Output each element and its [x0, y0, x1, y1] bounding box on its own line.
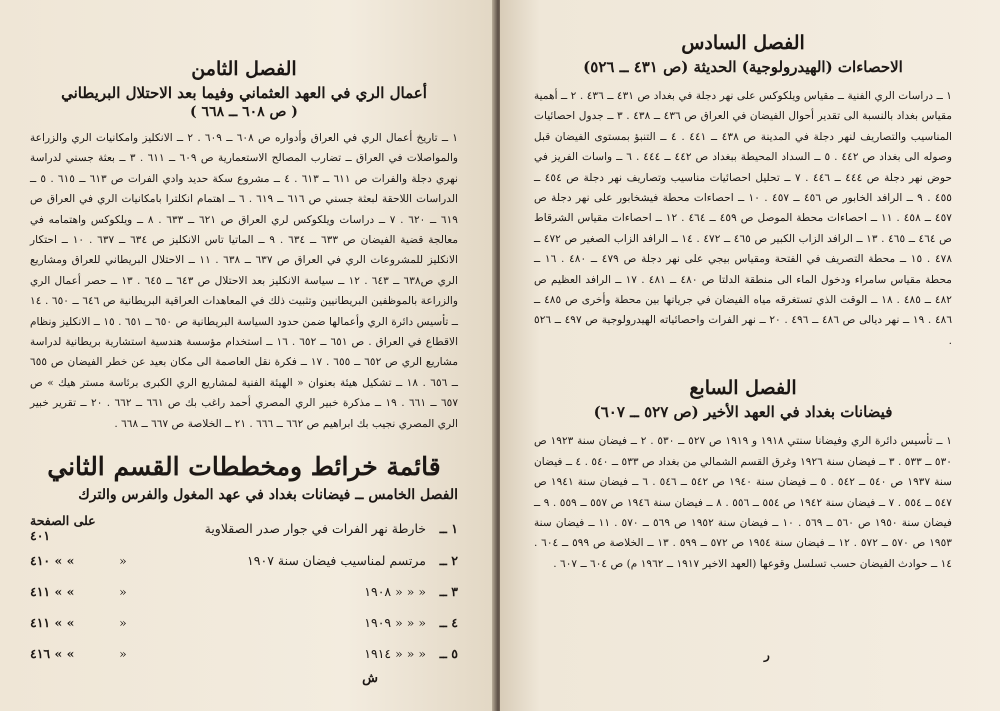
left-page — [0, 0, 496, 711]
page-signature-letter: ش — [362, 671, 378, 687]
chapter-8-page-range: ( ص ٦٠٨ ــ ٦٦٨ ) — [190, 104, 298, 120]
map-ditto — [108, 511, 138, 545]
map-page: ٤١٦ « « — [30, 646, 75, 662]
map-ditto: « — [119, 646, 127, 662]
map-title: مرتسم لمناسيب فيضان سنة ١٩٠٧ — [247, 553, 426, 569]
map-ditto: « — [119, 553, 127, 569]
map-page: ٤١٠ « « — [30, 553, 75, 569]
chapter-6-subtitle: الاحصاءات (الهيدرولوجية) الحديثة (ص ٤٣١ ــ ٥٢٦) — [583, 58, 903, 76]
chapter-6-title: الفصل السادس — [681, 32, 805, 54]
chapter-7-subtitle: فيضانات بغداد في العهد الأخير (ص ٥٢٧ ــ ٦٠٧) — [593, 403, 893, 422]
table-row — [30, 545, 458, 576]
chapter-6-contents: ١ ــ دراسات الري الفنية ــ مقياس ويلكوكس على نهر دجلة في بغداد ص ٤٣١ ــ ٤٣٦ . ٢ ــ أهمية مقياس بغداد بالنسبة الى تقدير أحوال الفيضان في العراق ص ٤٣٦ ــ ٤٣٨ . ٣ ــ جدول احصائيات المناسيب والتصاريف لنهر دجلة في المدينة ص ٤٣٨ ــ ٤٤١ . ٤ ــ التنبؤ بمستوى الفيضان قبل وصوله الى بغداد ص ٤٤٢ . ٥ ــ السداد المحيطة ببغداد ص ٤٤٢ ــ ٤٤٤ . ٦ ــ واسات الفريز في حوض نهر دجلة ص ٤٤٤ ــ ٤٤٦ . ٧ ــ تحليل احصائيات مناسيب وتصاريف نهر دجلة ص ٤٥٤ ــ ٤٥٥ . ٩ ــ الرافد الخابور ص ٤٥٦ ــ ٤٥٧ . ١٠ ــ احصاءات محطة فيشخابور على نهر دجلة ص ٤٥٧ ــ ٤٥٨ . ١١ ــ احصاءات محطة الموصل ص ٤٥٩ ــ ٤٦٤ . ١٢ ــ احصاءات مقياس الشرقاط ص ٤٦٤ ــ ٤٦٥ . ١٣ ــ الرافد الزاب الكبير ص ٤٦٥ ــ ٤٧٢ . ١٤ ــ الرافد الزاب الصغير ص ٤٧٢ ــ ٤٧٨ . ١٥ ــ محطة التصريف في الفتحة ومقياس بيجي على نهر دجلة ص ٤٧٩ ــ ٤٨٠ . ١٦ ــ محطة مقياس سامراء ودخول الماء الى منطقة الدلتا ص ٤٨٠ ــ ٤٨١ . ١٧ ــ الرافد العظيم ص ٤٨٢ ــ ٤٨٥ . ١٨ ــ الوقت الذي تستغرقه مياه الفيضان في جريانها بين محطة وأخرى ص ٤٨٥ ــ ٤٨٦ . ١٩ ــ نهر ديالى ص ٤٨٦ ــ ٤٩٦ . ٢٠ ــ نهر الفرات واحصائياته الهيدرولوجية ص ٤٩٧ ــ ٥٢٦ . — [534, 90, 953, 347]
page-signature-letter: ر — [764, 648, 770, 662]
chapter-8-subtitle: أعمال الري في العهد العثماني وفيما بعد الاحتلال البريطاني — [61, 84, 427, 102]
map-page: ٤١١ « « — [30, 584, 75, 600]
chapter-7-title: الفصل السابع — [689, 377, 797, 400]
map-title: « « « ١٩٠٨ — [364, 584, 426, 600]
maps-list-title: قائمة خرائط ومخططات القسم الثاني — [47, 452, 441, 482]
chapter-8-title: الفصل الثامن — [191, 58, 297, 80]
map-number: ٣ ــ — [439, 584, 458, 600]
map-title: « « « ١٩٠٩ — [364, 615, 426, 631]
maps-table — [30, 511, 458, 669]
map-number: ٢ ــ — [439, 553, 458, 569]
map-title: « « « ١٩١٤ — [364, 646, 426, 662]
chapter-8-contents: ١ ــ تاريخ أعمال الري في العراق وأدواره ص ٦٠٨ ــ ٦٠٩ . ٢ ــ الانكليز وامكانيات الري والزراعة والمواصلات في العراق ــ تضارب المصالح الاستعمارية ص ٦٠٩ ــ ٦١١ . ٣ ــ بعثة جسني لدراسة نهري دجلة والفرات ص ٦١١ ــ ٦١٣ . ٤ ــ مشروع سكة حديد وادي الفرات ص ٦١٣ ــ ٦١٥ . ٥ ــ الدراسات اللاحقة لبعثة جسني ص ٦١٦ ــ ٦١٩ . ٦ ــ اهتمام انكلترا بامكانيات الري في العراق ص ٦١٩ ــ ٦٢٠ . ٧ ــ دراسات ويلكوكس لري العراق ص ٦٢١ ــ ٦٣٣ . ٨ ــ ويلكوكس واهتمامه في معالجة قضية الفيضان ص ٦٣٣ ــ ٦٣٤ . ٩ ــ الماتيا تاس الانكليز ص ٦٣٤ ــ ٦٣٧ . ١٠ ــ احتكار الانكليز للمشروعات الري في العراق ص ٦٣٧ ــ ٦٣٨ . ١١ ــ الاحتلال البريطاني للعراق ومشاريع الري ص٦٣٨ ــ ٦٤٣ . ١٢ ــ سياسة الانكليز بعد الاحتلال ص ٦٤٣ ــ ٦٤٥ . ١٣ ــ حصر أعمال الري والزراعة بالموظفين البريطانيين وتثبيت ذلك في المعاهدات العراقية البريطانية ص ٦٤٦ ــ ٦٥٠ . ١٤ ــ تأسيس دائرة الري وأعمالها ضمن حدود السياسة البريطانية ص ٦٥٠ ــ ٦٥١ . ١٥ ــ الانكليز ونظام الاقطاع في العراق . ص ٦٥١ ــ ٦٥٢ . ١٦ ــ استخدام مؤسسة هندسية استشارية بريطانية لدراسة مشاريع الري ص ٦٥٢ ــ ٦٥٥ . ١٧ ــ فكرة نقل العاصمة الى مكان بعيد عن خطر الفيضان ص ٦٥٥ ــ ٦٥٦ . ١٨ ــ تشكيل هيئة بعنوان « الهيئة الفنية لمشاريع الري الكبرى برئاسة مستر هيك » ص ٦٥٧ ــ ٦٦١ . ١٩ ــ مذكرة خبير الري المصري أحمد راغب بك ص ٦٦١ ــ ٦٦٢ . ٢٠ ــ تقرير خبير الري المصري نجيب بك ابراهيم ص ٦٦٢ ــ ٦٦٦ . ٢١ ــ الخلاصة ص ٦٦٧ ــ ٦٦٨ . — [30, 132, 459, 430]
map-number: ١ ــ — [439, 520, 458, 536]
map-number: ٥ ــ — [439, 646, 458, 662]
chapter-5-section-title: الفصل الخامس ــ فيضانات بغداد في عهد المغول والفرس والترك — [78, 487, 458, 504]
map-number: ٤ ــ — [439, 615, 458, 631]
map-title: خارطة نهر الفرات في جوار صدر الصقلاوية — [204, 520, 426, 536]
map-ditto: « — [119, 584, 127, 600]
map-page: ٤١١ « « — [30, 615, 75, 631]
table-row — [30, 576, 458, 607]
map-page: على الصفحة ٤٠١ — [30, 513, 96, 544]
map-ditto: « — [119, 615, 127, 631]
right-page — [500, 0, 1000, 711]
table-row — [30, 607, 458, 638]
table-row — [30, 511, 458, 545]
chapter-7-contents: ١ ــ تأسيس دائرة الري وفيضانا سنتي ١٩١٨ و ١٩١٩ ص ٥٢٧ ــ ٥٣٠ . ٢ ــ فيضان سنة ١٩٢٣ ص ٥٣٠ ــ ٥٣٣ . ٣ ــ فيضان سنة ١٩٢٦ وغرق القسم الشمالي من بغداد ص ٥٣٣ ــ ٥٤٠ . ٤ ــ فيضان سنة ١٩٣٧ ص ٥٤٠ ــ ٥٤٢ . ٥ ــ فيضان سنة ١٩٤٠ ص ٥٤٢ ــ ٥٤٦ . ٦ ــ فيضان سنة ١٩٤١ ص ٥٤٧ ــ ٥٥٤ . ٧ ــ فيضان سنة ١٩٤٢ ص ٥٥٤ ــ ٥٥٦ . ٨ ــ فيضان سنة ١٩٤٦ ص ٥٥٧ ــ ٥٥٩ . ٩ ــ فيضان سنة ١٩٥٠ ص ٥٦٠ ــ ٥٦٩ . ١٠ ــ فيضان سنة ١٩٥٢ ص ٥٦٩ ــ ٥٧٠ . ١١ ــ فيضان سنة ١٩٥٣ ص ٥٧٠ ــ ٥٧٢ . ١٢ ــ فيضان سنة ١٩٥٤ ص ٥٧٢ ــ ٥٩٩ . ١٣ ــ الخلاصة ص ٥٩٩ ــ ٦٠٤ . ١٤ ــ حوادث الفيضان حسب تسلسل وقوعها (العهد الاخير ١٩١٧ ــ ١٩٦٢ م) ص ٦٠٤ ــ ٦٠٧ . — [534, 435, 952, 570]
table-row — [30, 638, 458, 669]
